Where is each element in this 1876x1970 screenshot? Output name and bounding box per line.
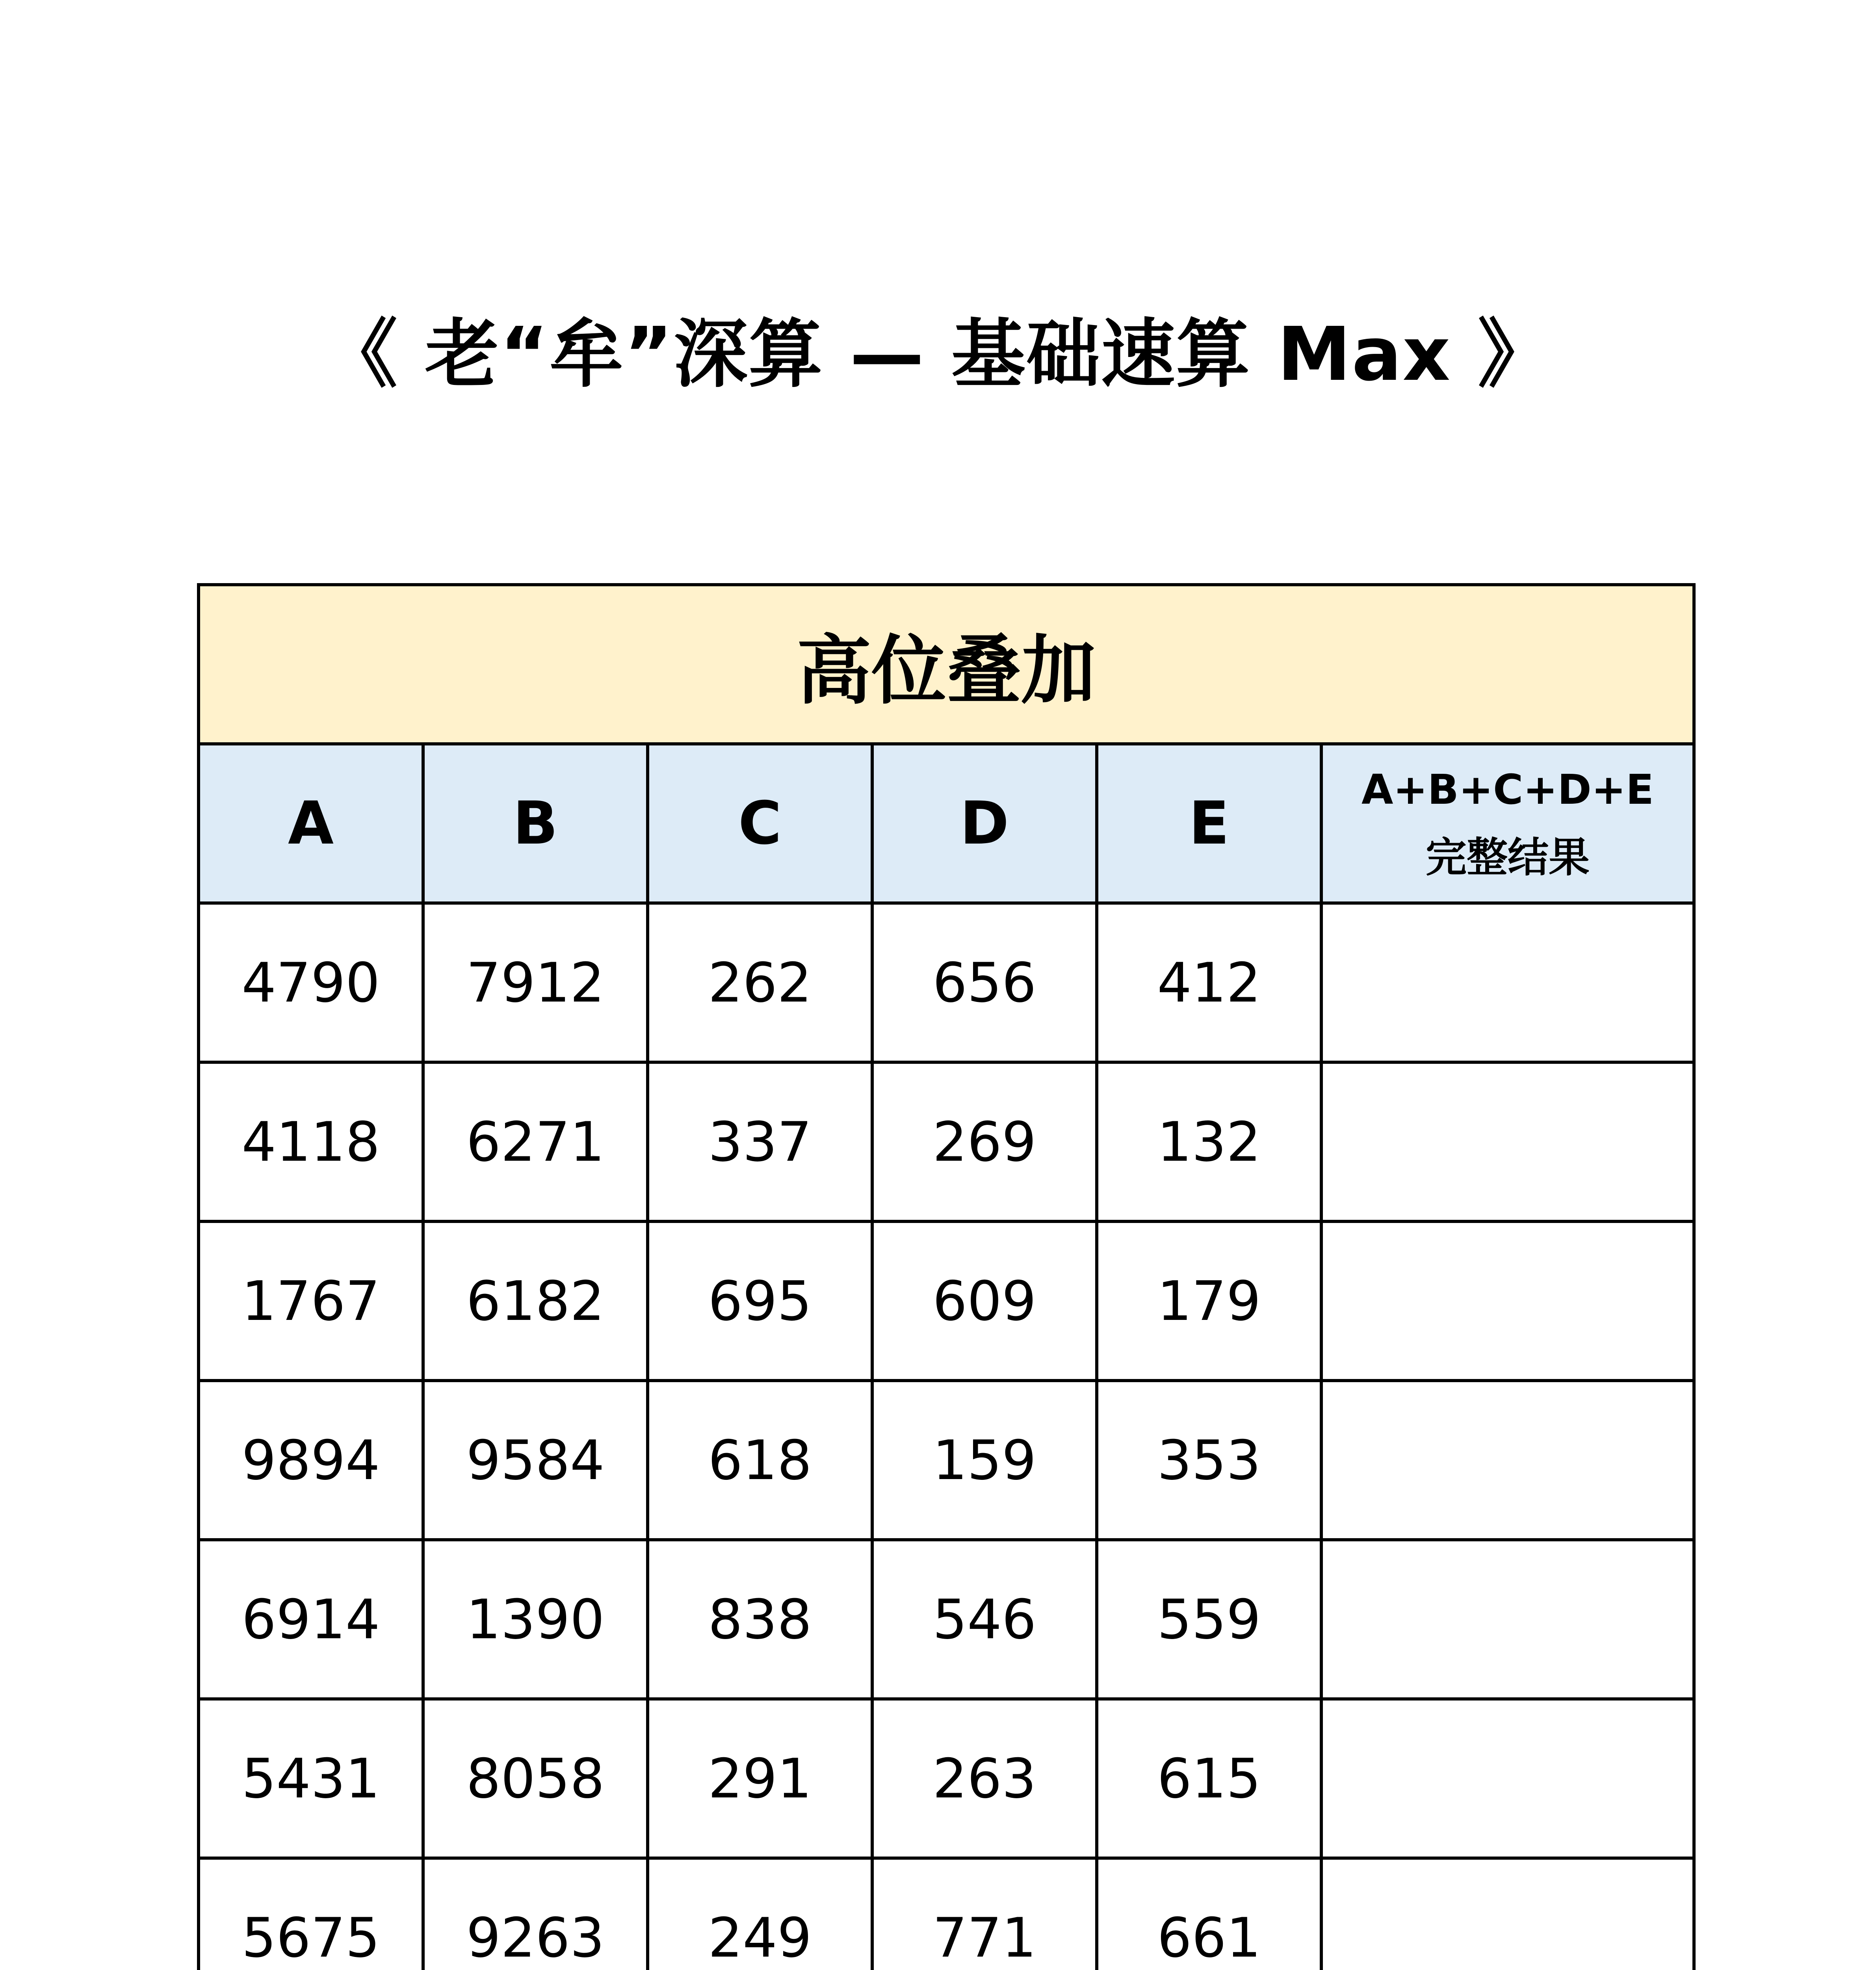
column-header-c: C	[648, 744, 872, 903]
cell-e: 179	[1097, 1221, 1321, 1381]
column-header-a: A	[199, 744, 423, 903]
cell-d: 656	[872, 903, 1097, 1062]
cell-e: 615	[1097, 1699, 1321, 1858]
section-title: 高位叠加	[199, 585, 1694, 744]
cell-b: 7912	[423, 903, 648, 1062]
cell-d: 263	[872, 1699, 1097, 1858]
answer-cell[interactable]	[1321, 1699, 1694, 1858]
cell-e: 412	[1097, 903, 1321, 1062]
cell-a: 1767	[199, 1221, 423, 1381]
cell-b: 6271	[423, 1062, 648, 1221]
cell-d: 771	[872, 1858, 1097, 1970]
answer-cell[interactable]	[1321, 1062, 1694, 1221]
cell-a: 5431	[199, 1699, 423, 1858]
cell-b: 9263	[423, 1858, 648, 1970]
table-row	[199, 1699, 1694, 1858]
cell-b: 6182	[423, 1221, 648, 1381]
cell-b: 8058	[423, 1699, 648, 1858]
cell-e: 132	[1097, 1062, 1321, 1221]
answer-cell[interactable]	[1321, 1221, 1694, 1381]
cell-a: 4118	[199, 1062, 423, 1221]
cell-a: 9894	[199, 1381, 423, 1540]
answer-cell[interactable]	[1321, 1858, 1694, 1970]
table-row	[199, 1381, 1694, 1540]
table-row	[199, 1062, 1694, 1221]
page-title: 《 老“牟”深算 — 基础速算 Max 》	[323, 311, 1553, 398]
column-header-e: E	[1097, 744, 1321, 903]
answer-cell[interactable]	[1321, 1540, 1694, 1699]
table-row	[199, 1221, 1694, 1381]
cell-c: 618	[648, 1381, 872, 1540]
cell-c: 838	[648, 1540, 872, 1699]
cell-d: 546	[872, 1540, 1097, 1699]
cell-e: 353	[1097, 1381, 1321, 1540]
column-header-result	[1321, 744, 1694, 903]
table-body	[199, 903, 1694, 1970]
cell-a: 5675	[199, 1858, 423, 1970]
cell-e: 559	[1097, 1540, 1321, 1699]
cell-c: 291	[648, 1699, 872, 1858]
column-header-d: D	[872, 744, 1097, 903]
result-header-formula: A+B+C+D+E	[1361, 766, 1654, 814]
table-row	[199, 1540, 1694, 1699]
cell-c: 249	[648, 1858, 872, 1970]
cell-a: 6914	[199, 1540, 423, 1699]
cell-e: 661	[1097, 1858, 1321, 1970]
answer-cell[interactable]	[1321, 1381, 1694, 1540]
cell-d: 609	[872, 1221, 1097, 1381]
cell-d: 269	[872, 1062, 1097, 1221]
cell-c: 695	[648, 1221, 872, 1381]
result-header-label: 完整结果	[1426, 833, 1590, 881]
cell-b: 9584	[423, 1381, 648, 1540]
cell-b: 1390	[423, 1540, 648, 1699]
cell-a: 4790	[199, 903, 423, 1062]
cell-c: 337	[648, 1062, 872, 1221]
table-row	[199, 903, 1694, 1062]
worksheet-table	[197, 583, 1696, 1970]
cell-d: 159	[872, 1381, 1097, 1540]
cell-c: 262	[648, 903, 872, 1062]
column-header-b: B	[423, 744, 648, 903]
table-row	[199, 1858, 1694, 1970]
answer-cell[interactable]	[1321, 903, 1694, 1062]
